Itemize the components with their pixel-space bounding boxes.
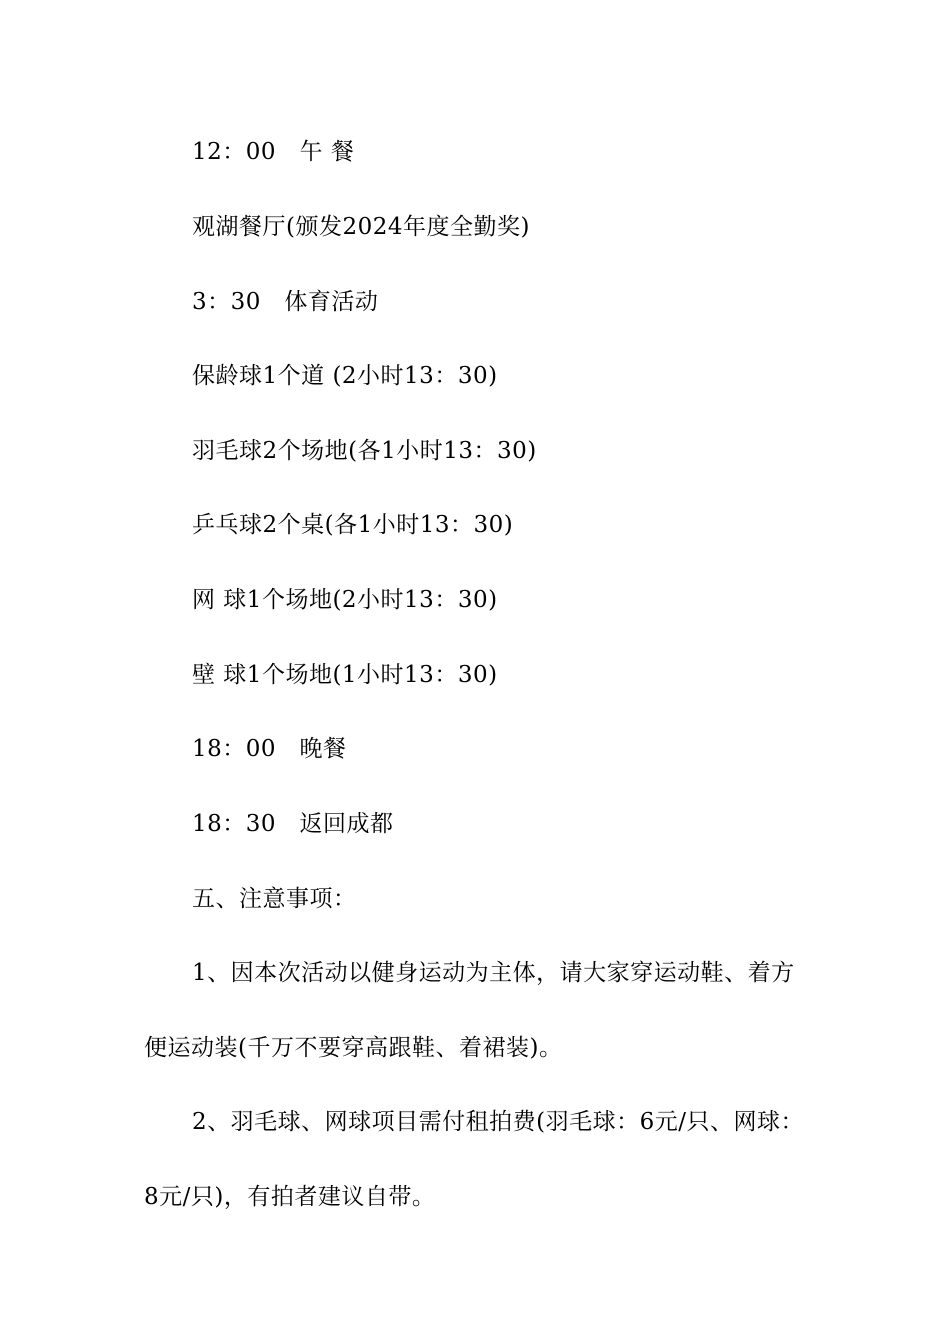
note-2-line-1: 2、羽毛球、网球项目需付租拍费(羽毛球：6元/只、网球：: [192, 1109, 804, 1135]
lunch-venue: 观湖餐厅(颁发2024年度全勤奖): [192, 214, 530, 240]
note-1-line-2: 便运动装(千万不要穿高跟鞋、着裙装)。: [144, 1035, 563, 1061]
activity-table-tennis: 乒乓球2个桌(各1小时13：30): [192, 512, 514, 538]
section-heading-notes: 五、注意事项：: [192, 886, 357, 912]
activity-badminton: 羽毛球2个场地(各1小时13：30): [192, 438, 537, 464]
schedule-sports-time: 3：30 体育活动: [192, 289, 379, 315]
activity-tennis: 网 球1个场地(2小时13：30): [192, 587, 498, 613]
activity-squash: 壁 球1个场地(1小时13：30): [192, 662, 498, 688]
schedule-lunch-time: 12：00 午 餐: [192, 139, 355, 165]
note-2-line-2: 8元/只)，有拍者建议自带。: [144, 1184, 436, 1210]
note-1-line-1: 1、因本次活动以健身运动为主体，请大家穿运动鞋、着方: [192, 960, 795, 986]
schedule-dinner: 18：00 晚餐: [192, 736, 347, 762]
activity-bowling: 保龄球1个道 (2小时13：30): [192, 363, 498, 389]
schedule-return: 18：30 返回成都: [192, 811, 394, 837]
